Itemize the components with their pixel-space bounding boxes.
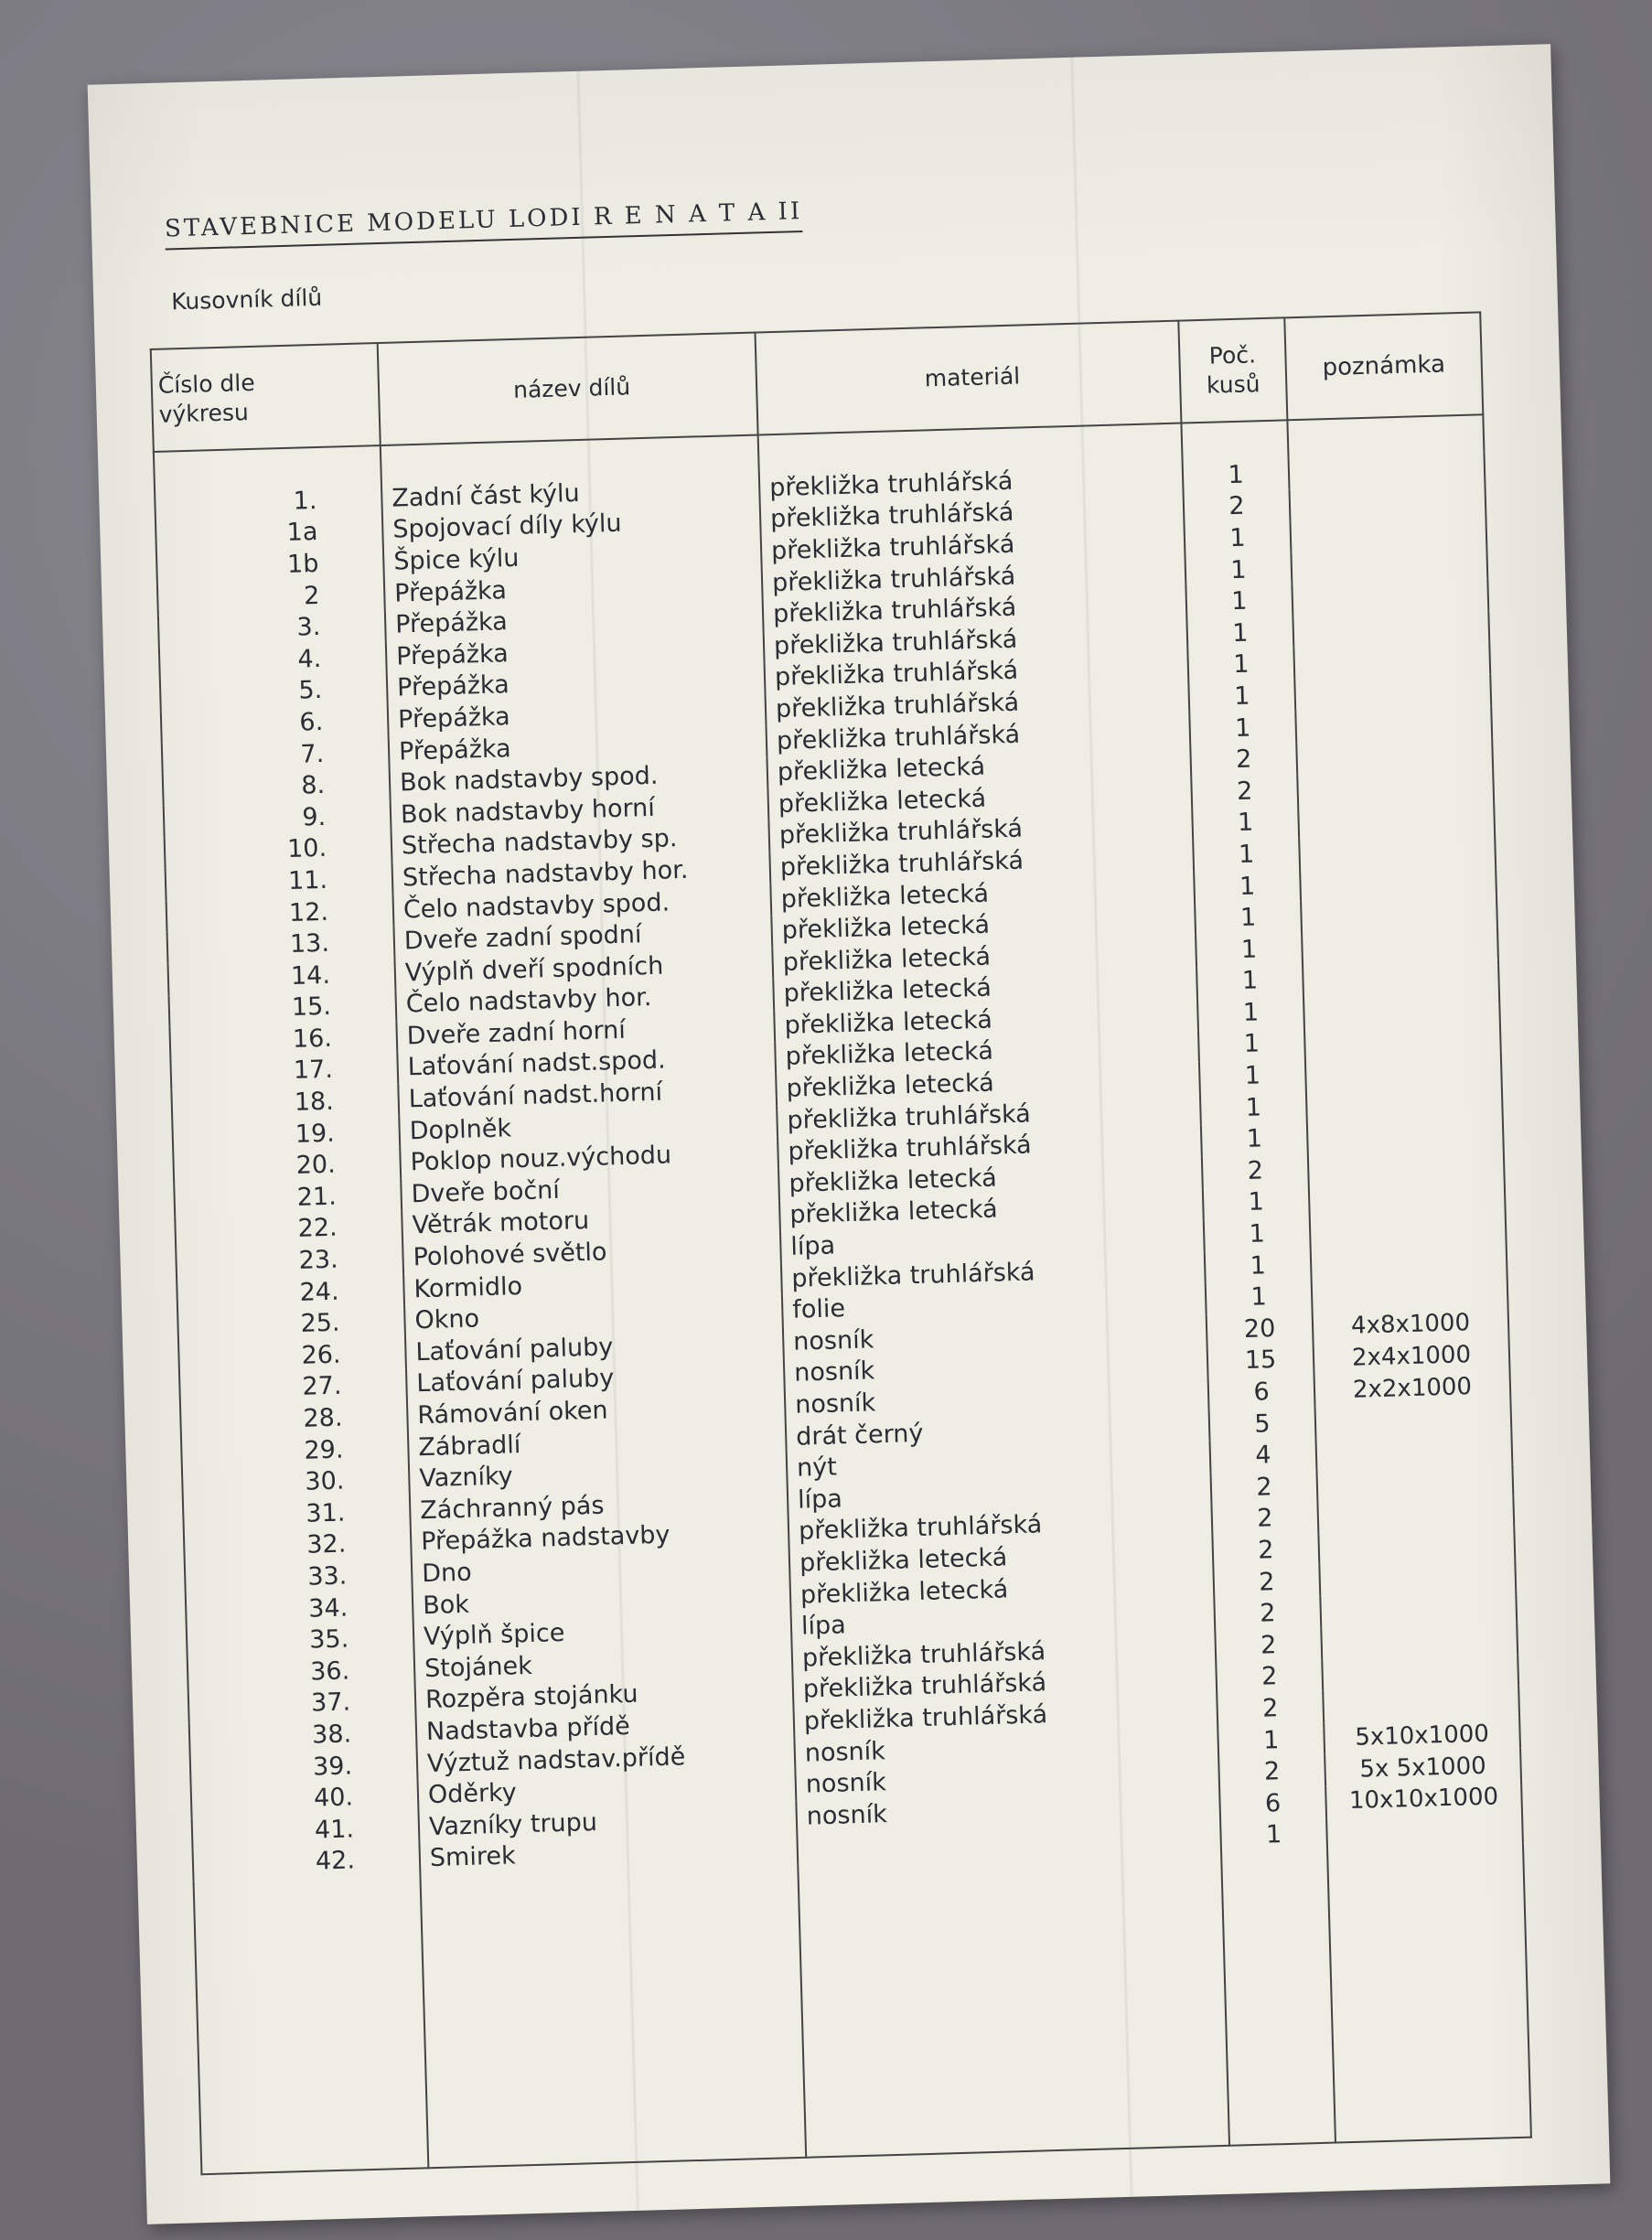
part-quantity: 1 (1189, 711, 1296, 745)
part-quantity: 2 (1184, 489, 1291, 524)
part-quantity: 2 (1216, 1659, 1323, 1694)
row-number: 13. (167, 926, 395, 964)
document-subtitle: Kusovník dílů (170, 284, 323, 316)
part-name: Přepážka (388, 694, 767, 736)
part-quantity: 1 (1200, 1090, 1307, 1125)
part-quantity: 1 (1194, 869, 1301, 904)
part-material: překližka truhlářská (766, 682, 1190, 726)
part-material: překližka truhlářská (788, 1505, 1213, 1549)
header-name: název dílů (378, 333, 758, 445)
part-quantity: 2 (1211, 1501, 1318, 1536)
part-quantity: 2 (1212, 1533, 1319, 1568)
header-quantity: Poč. kusů (1178, 317, 1287, 423)
part-name: Špice kýlu (383, 536, 762, 578)
part-name: Výztuž nadstav.přídě (417, 1738, 796, 1780)
part-quantity: 2 (1202, 1153, 1309, 1188)
part-quantity: 6 (1219, 1786, 1326, 1821)
part-quantity: 1 (1186, 616, 1293, 650)
row-number: 16. (169, 1021, 397, 1059)
row-number: 36. (188, 1653, 415, 1691)
part-quantity: 1 (1203, 1185, 1310, 1220)
row-number: 21. (174, 1179, 402, 1217)
part-name: Přepážka (386, 630, 765, 672)
part-quantity: 2 (1218, 1754, 1325, 1789)
part-material: překližka truhlářská (765, 650, 1189, 694)
part-note: 2x2x1000 (1314, 1369, 1511, 1407)
part-material: překližka letecká (774, 998, 1198, 1042)
part-material: nosník (784, 1346, 1208, 1390)
header-number: Číslo dle výkresu (151, 343, 381, 452)
part-quantity: 1 (1196, 932, 1303, 967)
part-name: Laťování paluby (406, 1358, 785, 1400)
part-material: překližka truhlářská (759, 461, 1184, 505)
part-material: překližka truhlářská (778, 1125, 1202, 1169)
part-name: Laťování paluby (405, 1326, 784, 1368)
part-quantity: 1 (1193, 837, 1300, 872)
part-name: Polohové světlo (402, 1231, 781, 1273)
part-name: Střecha nadstavby hor. (392, 852, 771, 894)
row-number: 29. (181, 1431, 409, 1470)
part-quantity: 2 (1191, 774, 1298, 809)
part-quantity: 1 (1187, 648, 1294, 682)
part-name: Vazníky trupu (418, 1801, 797, 1843)
part-name: Rámování oken (407, 1389, 786, 1431)
part-name: Přepážka nadstavby (411, 1517, 789, 1559)
part-quantity: 1 (1199, 1058, 1306, 1093)
row-number: 32. (184, 1527, 412, 1565)
row-number: 35. (187, 1622, 414, 1660)
part-name: Spojovací díly kýlu (382, 504, 761, 546)
row-number: 20. (173, 1147, 401, 1185)
row-number: 2 (157, 578, 385, 616)
part-name: Bok nadstavby horní (391, 788, 769, 831)
part-quantity: 15 (1207, 1344, 1314, 1378)
part-name: Větrák motoru (402, 1200, 780, 1242)
part-quantity: 1 (1204, 1216, 1311, 1251)
part-name: Oděrky (418, 1769, 797, 1811)
row-number: 12. (166, 895, 394, 933)
part-material: drát černý (786, 1409, 1210, 1453)
row-number: 1b (156, 546, 384, 584)
row-number: 38. (189, 1717, 417, 1755)
part-quantity: 6 (1208, 1375, 1315, 1409)
part-quantity: 1 (1218, 1723, 1325, 1758)
part-note: 5x10x1000 (1324, 1718, 1520, 1755)
part-material: překližka letecká (773, 967, 1197, 1011)
part-quantity: 1 (1185, 552, 1292, 587)
part-material: překližka truhlářská (793, 1694, 1218, 1738)
part-quantity: 1 (1201, 1121, 1308, 1156)
part-quantity: 1 (1205, 1249, 1312, 1283)
part-name: Dno (412, 1548, 790, 1590)
part-name: Doplněk (399, 1105, 778, 1147)
part-name: Stojánek (414, 1643, 793, 1685)
part-name: Nadstavba přídě (416, 1706, 795, 1748)
part-quantity: 2 (1217, 1691, 1324, 1726)
part-quantity: 2 (1215, 1628, 1322, 1663)
row-number: 37. (188, 1685, 416, 1723)
parts-table (150, 311, 1532, 2175)
row-number: 30. (182, 1463, 410, 1502)
part-material: překližka letecká (767, 777, 1192, 820)
part-material: nosník (785, 1377, 1209, 1421)
row-number: 34. (186, 1590, 413, 1628)
row-number: 10. (165, 831, 392, 869)
row-number: 33. (185, 1559, 413, 1597)
part-material: překližka letecká (789, 1536, 1214, 1580)
part-quantity: 1 (1183, 457, 1290, 492)
row-number: 40. (191, 1780, 419, 1818)
part-material: překližka truhlářská (781, 1251, 1206, 1295)
part-name: Bok (413, 1580, 791, 1622)
part-name: Zábradlí (408, 1421, 787, 1463)
part-name: Bok nadstavby spod. (390, 757, 768, 799)
row-number: 31. (183, 1495, 411, 1534)
part-material: překližka truhlářská (768, 809, 1193, 852)
part-quantity: 1 (1185, 520, 1292, 555)
part-name: Přepážka (385, 599, 764, 641)
table-empty-space (194, 1844, 1531, 2174)
part-name: Přepážka (387, 662, 766, 704)
part-material: lípa (791, 1599, 1216, 1643)
row-number: 28. (180, 1400, 408, 1439)
part-material: překližka letecká (775, 1030, 1199, 1074)
part-name: Poklop nouz.východu (400, 1137, 778, 1179)
row-number: 4. (159, 641, 387, 680)
part-name: Přepážka (384, 567, 763, 609)
part-material: překližka letecká (770, 872, 1195, 916)
row-number: 26. (178, 1337, 406, 1376)
part-material: nosník (796, 1789, 1220, 1833)
parts-list-sheet (88, 44, 1611, 2224)
part-material: nosník (795, 1757, 1219, 1801)
part-note: 2x4x1000 (1314, 1338, 1510, 1376)
part-quantity: 2 (1210, 1470, 1317, 1505)
part-name: Střecha nadstavby sp. (392, 820, 770, 863)
part-quantity: 2 (1214, 1596, 1321, 1631)
part-quantity: 1 (1185, 584, 1293, 619)
part-material: lípa (780, 1219, 1205, 1263)
part-name: Dveře boční (401, 1168, 779, 1210)
part-quantity: 2 (1213, 1565, 1320, 1600)
part-material: překližka truhlářská (761, 524, 1185, 568)
part-material: překližka truhlářská (760, 492, 1185, 536)
row-number: 15. (168, 989, 396, 1027)
part-name: Vazníky (409, 1452, 788, 1495)
part-name: Okno (404, 1295, 783, 1337)
part-material: překližka truhlářská (769, 840, 1194, 884)
part-quantity: 1 (1197, 995, 1304, 1030)
row-number: 42. (193, 1843, 421, 1881)
part-name: Dveře zadní spodní (393, 916, 772, 958)
part-material: překližka letecká (771, 904, 1196, 948)
part-name: Přepážka (389, 725, 767, 767)
row-number: 8. (163, 767, 391, 806)
row-number: 11. (166, 863, 393, 901)
header-note: poznámka (1284, 312, 1483, 420)
row-number: 5. (160, 672, 388, 711)
part-material: překližka letecká (790, 1568, 1215, 1612)
part-name: Smirek (419, 1832, 798, 1874)
part-name: Kormidlo (403, 1263, 782, 1305)
part-name: Záchranný pás (410, 1484, 788, 1527)
row-number: 25. (177, 1305, 405, 1344)
row-number: 22. (175, 1210, 402, 1249)
part-material: překližka letecká (779, 1188, 1204, 1232)
part-quantity: 1 (1196, 964, 1303, 999)
row-number: 14. (168, 958, 396, 996)
row-number: 18. (171, 1084, 399, 1122)
part-name: Dveře zadní horní (396, 1010, 775, 1052)
row-number: 17. (170, 1052, 398, 1090)
part-name: Čelo nadstavby spod. (392, 884, 771, 926)
part-quantity: 1 (1188, 679, 1295, 713)
part-quantity: 4 (1210, 1438, 1317, 1473)
part-quantity: 5 (1209, 1407, 1316, 1442)
row-number: 24. (177, 1273, 404, 1312)
part-note: 4x8x1000 (1313, 1306, 1509, 1344)
part-material: překližka truhlářská (763, 587, 1187, 631)
header-material: materiál (755, 321, 1181, 435)
part-material: překližka truhlářská (792, 1663, 1217, 1707)
row-number: 23. (176, 1242, 403, 1281)
row-number: 1. (155, 483, 382, 521)
part-name: Laťování nadst.horní (398, 1073, 777, 1115)
row-number: 6. (161, 704, 389, 743)
part-material: nosník (783, 1314, 1207, 1358)
part-material: překližka truhlářská (762, 555, 1186, 599)
part-note: 5x 5x1000 (1325, 1749, 1521, 1786)
part-quantity: 1 (1220, 1817, 1327, 1852)
document-title: STAVEBNICE MODELU LODI R E N A T A II (165, 198, 803, 250)
part-material: překližka letecká (776, 1062, 1200, 1106)
parts-table-wrap (150, 314, 1499, 2175)
part-material: překližka letecká (778, 1156, 1203, 1200)
part-material: folie (782, 1283, 1207, 1327)
row-number: 7. (162, 736, 390, 775)
part-material: překližka letecká (767, 745, 1191, 789)
part-quantity: 1 (1206, 1280, 1313, 1314)
row-number: 9. (164, 799, 392, 838)
row-number: 27. (179, 1368, 407, 1407)
part-name: Výplň špice (413, 1611, 792, 1653)
part-note: 10x10x1000 (1325, 1781, 1522, 1818)
row-number: 1a (156, 515, 383, 553)
part-material: překližka letecká (772, 935, 1196, 979)
part-quantity: 1 (1198, 1027, 1305, 1062)
part-material: lípa (788, 1473, 1212, 1517)
part-name: Laťování nadst.spod. (397, 1042, 776, 1084)
part-name: Zadní část kýlu (381, 472, 760, 514)
part-material: překližka truhlářská (764, 618, 1188, 662)
part-quantity: 1 (1192, 806, 1299, 841)
part-name: Čelo nadstavby hor. (395, 979, 774, 1021)
part-quantity: 1 (1195, 900, 1302, 935)
row-number: 19. (172, 1116, 400, 1154)
row-number: 3. (158, 609, 386, 648)
part-name: Výplň dveří spodních (394, 947, 773, 989)
part-quantity: 20 (1207, 1312, 1314, 1346)
parts-table-body (154, 414, 1531, 2174)
part-name: Rozpěra stojánku (415, 1675, 794, 1717)
part-material: překližka truhlářská (791, 1631, 1216, 1675)
part-material: nýt (787, 1442, 1211, 1485)
part-material: překližka truhlářská (766, 713, 1190, 757)
row-number: 39. (190, 1748, 418, 1786)
row-number: 41. (192, 1811, 420, 1849)
part-material: překližka truhlářská (777, 1093, 1201, 1137)
part-material: nosník (794, 1726, 1218, 1770)
part-quantity: 2 (1190, 743, 1297, 777)
